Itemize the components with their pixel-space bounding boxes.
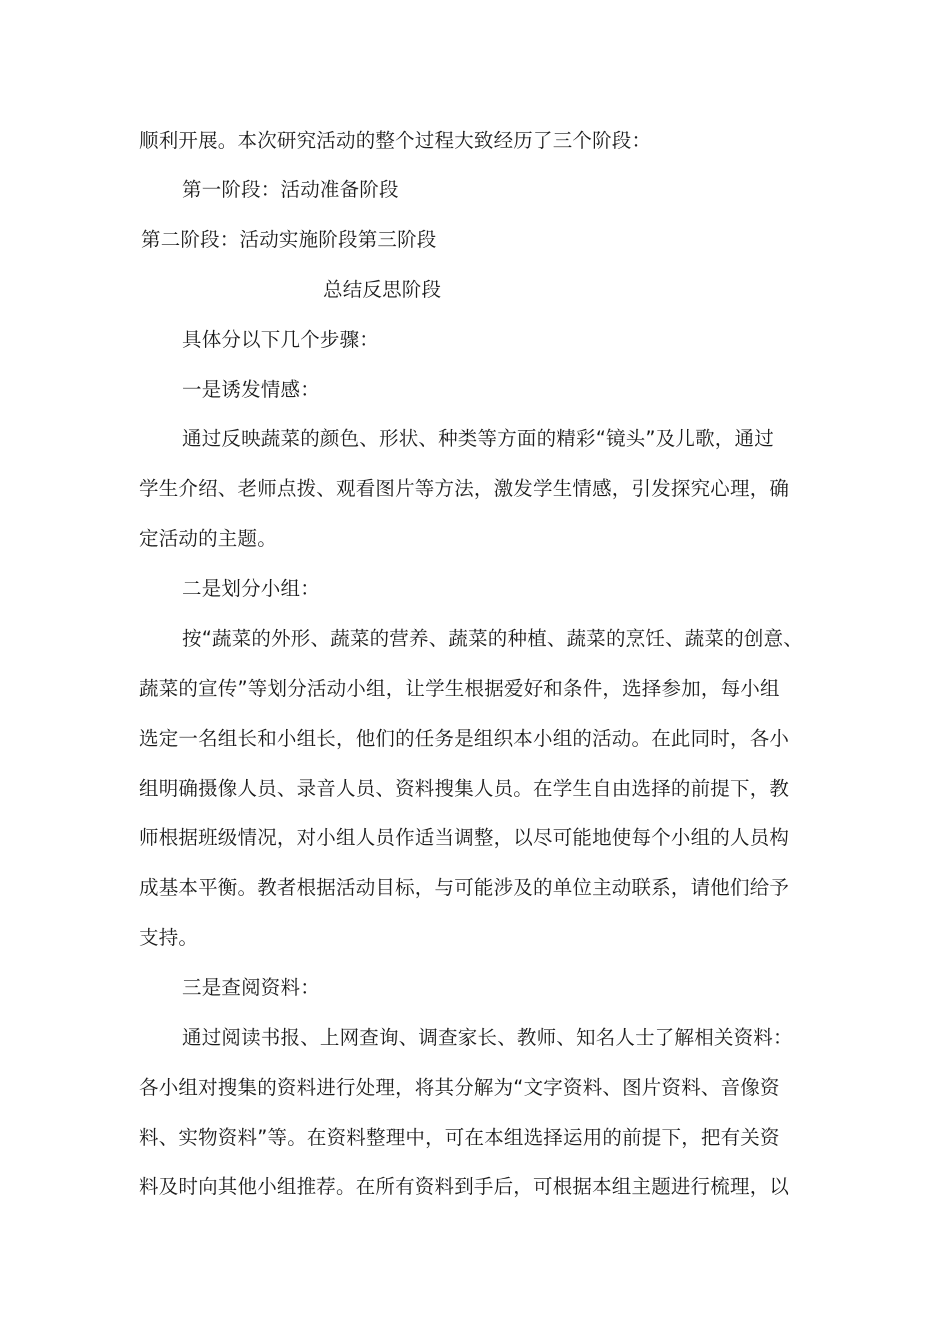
body-line: 支持。 bbox=[139, 926, 199, 949]
body-line: 蔬菜的宣传”等划分活动小组，让学生根据爱好和条件，选择参加，每小组 bbox=[139, 677, 780, 700]
section-heading: 三是查阅资料： bbox=[182, 976, 320, 999]
body-line: 具体分以下几个步骤： bbox=[182, 328, 380, 351]
body-line: 各小组对搜集的资料进行处理，将其分解为“文字资料、图片资料、音像资 bbox=[139, 1076, 780, 1099]
body-line: 选定一名组长和小组长，他们的任务是组织本小组的活动。在此同时，各小 bbox=[139, 727, 790, 750]
body-line: 料及时向其他小组推荐。在所有资料到手后，可根据本组主题进行梳理，以 bbox=[139, 1175, 790, 1198]
body-line: 师根据班级情况，对小组人员作适当调整，以尽可能地使每个小组的人员构 bbox=[139, 826, 790, 849]
section-heading: 一是诱发情感： bbox=[182, 378, 320, 401]
body-line: 通过反映蔬菜的颜色、形状、种类等方面的精彩“镜头”及儿歌，通过 bbox=[182, 427, 774, 450]
body-line: 按“蔬菜的外形、蔬菜的营养、蔬菜的种植、蔬菜的烹饪、蔬菜的创意、 bbox=[182, 627, 804, 650]
body-line: 学生介绍、老师点拨、观看图片等方法，激发学生情感，引发探究心理，确 bbox=[139, 477, 790, 500]
body-line: 成基本平衡。教者根据活动目标，与可能涉及的单位主动联系，请他们给予 bbox=[139, 876, 790, 899]
body-line: 料、实物资料”等。在资料整理中，可在本组选择运用的前提下，把有关资 bbox=[139, 1126, 780, 1149]
stage-line: 第一阶段：活动准备阶段 bbox=[182, 178, 399, 201]
section-heading: 二是划分小组： bbox=[182, 577, 320, 600]
body-line: 顺利开展。本次研究活动的整个过程大致经历了三个阶段： bbox=[139, 129, 652, 152]
stage-line: 总结反思阶段 bbox=[323, 278, 442, 301]
stage-line: 第二阶段：活动实施阶段第三阶段 bbox=[141, 228, 437, 251]
body-line: 通过阅读书报、上网查询、调查家长、教师、知名人士了解相关资料： bbox=[182, 1026, 793, 1049]
body-line: 组明确摄像人员、录音人员、资料搜集人员。在学生自由选择的前提下，教 bbox=[139, 777, 790, 800]
body-line: 定活动的主题。 bbox=[139, 527, 277, 550]
